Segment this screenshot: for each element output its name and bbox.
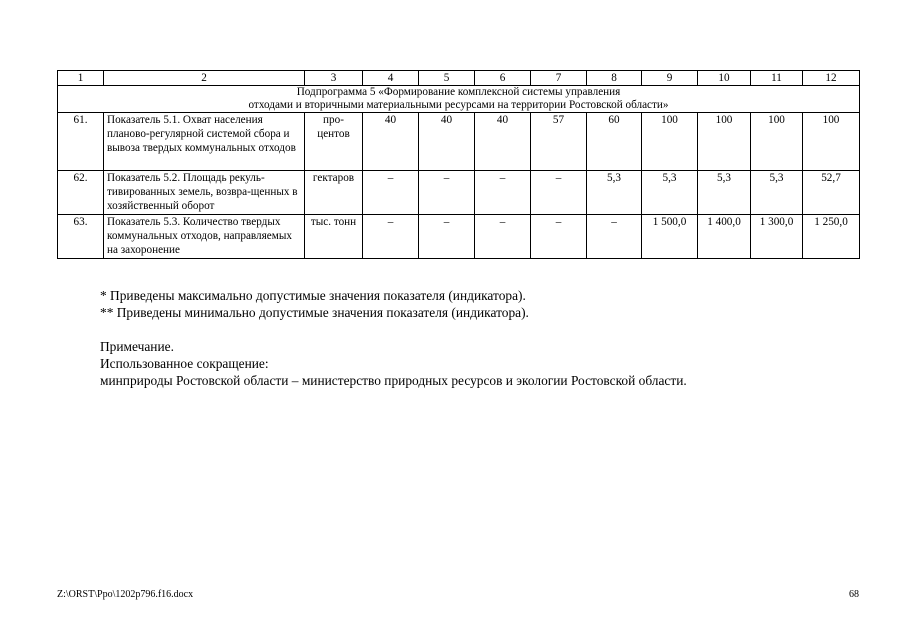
table-row: [58, 171, 860, 215]
abbreviation-title: Использованное сокращение:: [100, 356, 269, 371]
value-cell: 100: [698, 113, 751, 171]
row-number: 63.: [58, 215, 104, 259]
header-cell: 4: [363, 71, 419, 86]
value-cell: 5,3: [698, 171, 751, 215]
value-cell: 57: [531, 113, 587, 171]
subprogram-row: [58, 86, 860, 113]
header-cell: 11: [751, 71, 803, 86]
row-number: 62.: [58, 171, 104, 215]
value-cell: –: [475, 215, 531, 259]
value-cell: 40: [419, 113, 475, 171]
value-cell: –: [419, 171, 475, 215]
subprogram-title: [58, 86, 860, 113]
value-cell: 5,3: [751, 171, 803, 215]
value-cell: 100: [642, 113, 698, 171]
value-cell: 1 300,0: [751, 215, 803, 259]
footnote-min: ** Приведены минимально допустимые значения показателя (индикатора).: [100, 305, 529, 320]
value-cell: 5,3: [587, 171, 642, 215]
value-cell: 100: [803, 113, 860, 171]
table-row: [58, 215, 860, 259]
page-number: 68: [849, 589, 859, 600]
header-cell: 12: [803, 71, 860, 86]
spacer: [100, 321, 687, 338]
value-cell: 5,3: [642, 171, 698, 215]
value-cell: –: [531, 171, 587, 215]
unit-cell: гектаров: [305, 171, 363, 215]
header-cell: 3: [305, 71, 363, 86]
header-cell: 10: [698, 71, 751, 86]
header-cell: 5: [419, 71, 475, 86]
value-cell: 40: [475, 113, 531, 171]
value-cell: 1 250,0: [803, 215, 860, 259]
indicator-name: Показатель 5.2. Площадь рекуль-тивированных земель, возвра-щенных в хозяйственный оборот: [104, 171, 305, 215]
footer-file-path: Z:\ORST\Ppo\1202p796.f16.docx: [57, 589, 194, 600]
footnote-max: * Приведены максимально допустимые значения показателя (индикатора).: [100, 288, 526, 303]
value-cell: –: [587, 215, 642, 259]
header-cell: 9: [642, 71, 698, 86]
value-cell: 100: [751, 113, 803, 171]
value-cell: 1 500,0: [642, 215, 698, 259]
notes-section: [100, 287, 687, 389]
subprogram-title-line1: Подпрограмма 5 «Формирование комплексной системы управления: [296, 86, 621, 98]
header-cell: 6: [475, 71, 531, 86]
value-cell: 1 400,0: [698, 215, 751, 259]
table-header-row: [58, 71, 860, 86]
table-row: [58, 113, 860, 171]
value-cell: –: [419, 215, 475, 259]
value-cell: –: [531, 215, 587, 259]
header-cell: 1: [58, 71, 104, 86]
value-cell: 52,7: [803, 171, 860, 215]
indicator-name: Показатель 5.1. Охват населения планово-регулярной системой сбора и вывоза твердых коммунальных отходов: [104, 113, 305, 171]
unit-cell: тыс. тонн: [305, 215, 363, 259]
remark-title: Примечание.: [100, 339, 174, 354]
value-cell: –: [363, 171, 419, 215]
header-cell: 8: [587, 71, 642, 86]
row-number: 61.: [58, 113, 104, 171]
unit-cell: про-центов: [305, 113, 363, 171]
indicator-name: Показатель 5.3. Количество твердых коммунальных отходов, направляемых на захоронение: [104, 215, 305, 259]
value-cell: 40: [363, 113, 419, 171]
header-cell: 7: [531, 71, 587, 86]
value-cell: –: [363, 215, 419, 259]
value-cell: 60: [587, 113, 642, 171]
indicators-table: [57, 70, 860, 259]
subprogram-title-line2: отходами и вторичными материальными ресурсами на территории Ростовской области»: [248, 99, 669, 111]
value-cell: –: [475, 171, 531, 215]
header-cell: 2: [104, 71, 305, 86]
abbreviation-text: минприроды Ростовской области – министерство природных ресурсов и экологии Ростовской области.: [100, 373, 687, 388]
